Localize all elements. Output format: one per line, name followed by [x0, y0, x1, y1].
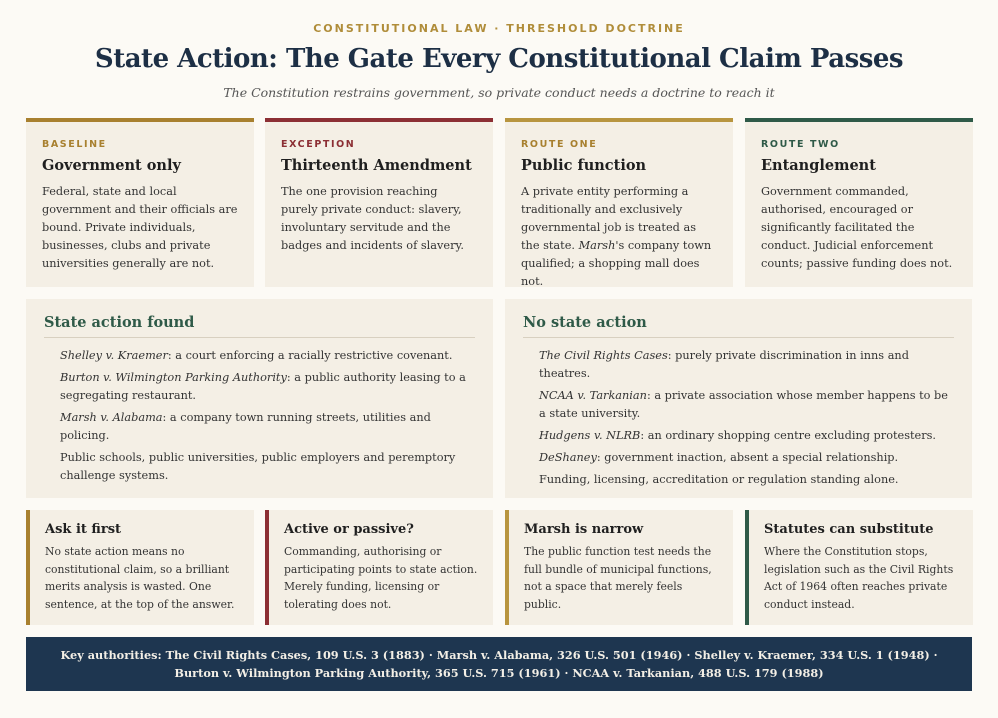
- case-text: : a company town running streets, utilities and policing.: [60, 411, 431, 442]
- list-item: [539, 347, 954, 383]
- card-label: ROUTE TWO: [761, 139, 840, 150]
- page-title: State Action: The Gate Every Constitutional Claim Passes: [94, 44, 904, 74]
- list-item: [60, 449, 475, 485]
- card-body-text: 's company town qualified; a shopping mall does not.: [521, 239, 712, 288]
- tip-statutes-can-substitute: [745, 510, 973, 625]
- list-item: [539, 449, 954, 467]
- case-text: Funding, licensing, accreditation or regulation standing alone.: [539, 473, 899, 486]
- tip-body: The public function test needs the full bundle of municipal functions, not a space that merely feels public.: [524, 545, 712, 611]
- panel-heading: State action found: [44, 314, 475, 338]
- case-text: : government inaction, absent a special relationship.: [596, 451, 899, 464]
- case-text: : an ordinary shopping centre excluding protesters.: [640, 429, 937, 442]
- card-heading: Public function: [521, 157, 647, 174]
- no-state-action-panel: [505, 299, 972, 498]
- state-action-found-panel: [26, 299, 493, 498]
- tip-marsh-is-narrow: [505, 510, 733, 625]
- card-heading: Thirteenth Amendment: [281, 157, 472, 174]
- case-text: : a court enforcing a racially restrictive covenant.: [167, 349, 453, 362]
- tip-heading: Statutes can substitute: [764, 522, 934, 537]
- case-name: Hudgens v. NLRB: [539, 429, 641, 442]
- case-name: DeShaney: [539, 451, 597, 464]
- case-name: NCAA v. Tarkanian: [539, 389, 647, 402]
- key-authorities-footer: Key authorities: The Civil Rights Cases, 109 U.S. 3 (1883) · Marsh v. Alabama, 326 U.S. 501 (1946) · Shelley v. Kraemer, 334 U.S. 1 (1948) · Burton v. Wilmington Parking Authority, 365 U.S. 715 (1961) · NCAA v. Tarkanian, 488 U.S. 179 (1988): [26, 637, 972, 691]
- tip-heading: Marsh is narrow: [524, 522, 644, 537]
- card-body: Government commanded, authorised, encouraged or significantly facilitated the conduct. Judicial enforcement counts; passive funding does not.: [761, 185, 953, 270]
- case-name: Burton v. Wilmington Parking Authority: [60, 371, 287, 384]
- card-exception: [265, 118, 493, 287]
- tip-body: Commanding, authorising or participating points to state action. Merely funding, licensing or tolerating does not.: [284, 545, 478, 611]
- card-label: EXCEPTION: [281, 139, 356, 150]
- list-item: [539, 387, 954, 423]
- case-text: : purely private discrimination in inns and theatres.: [539, 349, 909, 380]
- case-name: Marsh: [578, 239, 616, 252]
- tip-body: Where the Constitution stops, legislation such as the Civil Rights Act of 1964 often reaches private conduct instead.: [764, 545, 954, 611]
- kicker: CONSTITUTIONAL LAW · THRESHOLD DOCTRINE: [313, 22, 685, 35]
- list-item: [60, 347, 475, 365]
- case-list: [44, 347, 475, 485]
- card-label: BASELINE: [42, 139, 107, 150]
- case-name: Shelley v. Kraemer: [60, 349, 168, 362]
- card-baseline: [26, 118, 254, 287]
- card-heading: Government only: [42, 157, 181, 174]
- card-body: Federal, state and local government and their officials are bound. Private individuals, businesses, clubs and private universities generally are not.: [42, 185, 238, 270]
- list-item: [60, 369, 475, 405]
- case-text: : a private association whose member happens to be a state university.: [539, 389, 948, 420]
- panel-heading: No state action: [523, 314, 954, 338]
- tip-body: No state action means no constitutional claim, so a brilliant merits analysis is wasted. One sentence, at the top of the answer.: [45, 545, 235, 611]
- case-name: Marsh v. Alabama: [60, 411, 163, 424]
- case-text: : a public authority leasing to a segregating restaurant.: [60, 371, 466, 402]
- list-item: [539, 427, 954, 445]
- card-body-text: A private entity performing a traditionally and exclusively governmental job is treated as the state.: [521, 185, 696, 252]
- card-label: ROUTE ONE: [521, 139, 598, 150]
- case-name: The Civil Rights Cases: [539, 349, 668, 362]
- page-subtitle: The Constitution restrains government, so private conduct needs a doctrine to reach it: [223, 85, 775, 100]
- card-route-two: [745, 118, 973, 287]
- card-route-one: [505, 118, 733, 287]
- tip-heading: Active or passive?: [284, 522, 414, 537]
- tip-ask-it-first: [26, 510, 254, 625]
- list-item: [539, 471, 954, 489]
- tip-active-or-passive: [265, 510, 493, 625]
- card-body: The one provision reaching purely private conduct: slavery, involuntary servitude and the badges and incidents of slavery.: [281, 185, 464, 252]
- card-body: [521, 183, 717, 291]
- case-list: [523, 347, 954, 489]
- card-heading: Entanglement: [761, 157, 876, 174]
- tip-heading: Ask it first: [45, 522, 122, 537]
- case-text: Public schools, public universities, public employers and peremptory challenge systems.: [60, 451, 456, 482]
- list-item: [60, 409, 475, 445]
